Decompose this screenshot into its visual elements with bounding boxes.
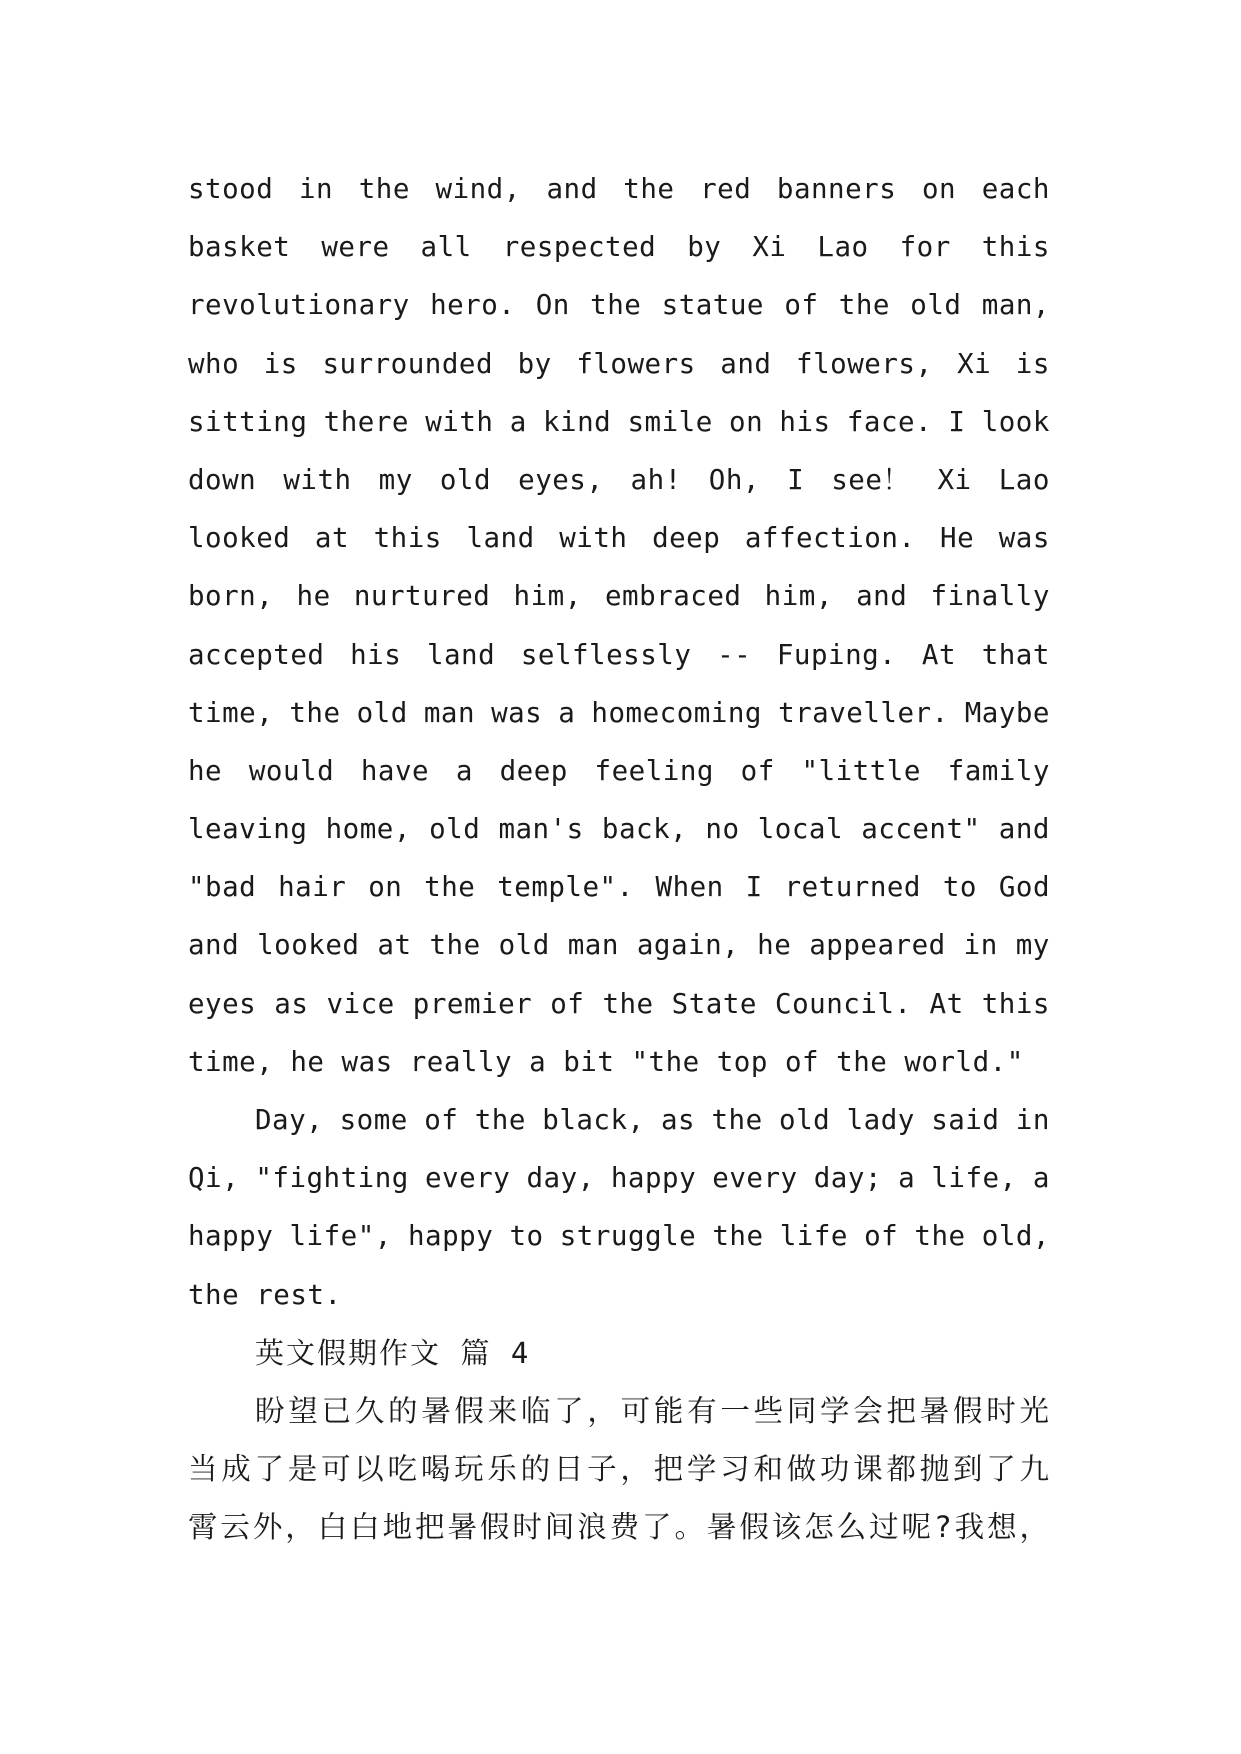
word: man,	[981, 289, 1050, 322]
word: and	[546, 173, 598, 205]
word: no	[705, 813, 740, 846]
word: Qi,	[188, 1162, 240, 1195]
word: a	[898, 1162, 916, 1195]
word: "little	[801, 754, 921, 787]
word: banners	[776, 173, 897, 205]
word: old	[910, 289, 962, 322]
word: accent"	[861, 813, 981, 846]
word: the	[429, 929, 481, 962]
word: down	[188, 463, 257, 496]
section-heading: 英文假期作文 篇 4	[255, 1335, 531, 1370]
word: the	[838, 289, 890, 322]
text-line: 当成了是可以吃喝玩乐的日子，把学习和做功课都抛到了九	[188, 1452, 1050, 1487]
word: homecoming	[591, 696, 762, 729]
text-line	[188, 451, 1050, 509]
word: feeling	[594, 754, 714, 787]
word: is	[1015, 347, 1050, 380]
text-line	[188, 742, 1050, 800]
word: the	[623, 173, 675, 205]
word: look	[981, 405, 1050, 438]
word: old	[356, 696, 408, 729]
word: ah!	[630, 463, 682, 496]
word: looked	[188, 522, 291, 555]
word: of	[784, 289, 819, 322]
word: land	[466, 522, 535, 555]
word: in	[298, 173, 334, 205]
word: At	[921, 638, 957, 671]
text-line	[188, 975, 1050, 1033]
word: man	[567, 929, 619, 962]
word: the	[289, 696, 341, 729]
word: appeared	[809, 929, 946, 962]
word: returned	[784, 871, 921, 904]
document-page	[188, 160, 1050, 1557]
word: basket	[188, 231, 291, 264]
word: Day,	[255, 1104, 324, 1136]
word: this	[373, 522, 442, 555]
word: stood	[188, 173, 274, 205]
word: his	[779, 405, 831, 438]
word: the	[712, 1220, 764, 1253]
word: the	[590, 289, 642, 322]
word: the	[711, 1104, 763, 1136]
word: the	[424, 871, 476, 904]
word: man	[423, 696, 475, 729]
word: kind	[543, 405, 612, 438]
word: At	[929, 987, 964, 1020]
word: Lao	[998, 463, 1050, 496]
word: that	[981, 638, 1050, 671]
text-line	[188, 393, 1050, 451]
word: Lao	[817, 231, 869, 264]
word: Council.	[775, 987, 912, 1020]
word: with	[425, 405, 494, 438]
word: as	[660, 1104, 696, 1136]
word: at	[314, 522, 350, 555]
text-line	[188, 160, 1050, 218]
text-line	[188, 335, 1050, 393]
text-line: 盼望已久的暑假来临了，可能有一些同学会把暑假时光	[255, 1393, 1050, 1428]
word: him,	[764, 580, 833, 613]
word: respected	[502, 231, 657, 264]
word: is	[263, 347, 298, 380]
word: --	[717, 638, 752, 671]
word: Xi	[937, 463, 972, 496]
word: selflessly	[520, 638, 692, 671]
text-line	[188, 1091, 1050, 1149]
word: and	[856, 580, 908, 613]
text-line	[188, 800, 1050, 858]
word: home,	[325, 813, 411, 846]
word: were	[321, 231, 390, 264]
word: "fighting	[255, 1162, 409, 1195]
word: temple".	[497, 871, 634, 904]
word: he	[757, 929, 792, 962]
word: my	[378, 463, 413, 496]
word: deep	[652, 522, 721, 555]
word: a	[455, 754, 473, 787]
word: for	[899, 231, 951, 264]
word: vice	[326, 987, 395, 1020]
word: "bad	[188, 871, 257, 904]
word: face.	[846, 405, 933, 438]
text-line	[188, 1149, 1050, 1207]
word: man's	[498, 813, 584, 846]
word: looked	[257, 929, 360, 962]
word: Fuping.	[776, 638, 897, 671]
word: every	[425, 1162, 511, 1195]
word: life",	[289, 1220, 392, 1253]
word: flowers	[576, 347, 696, 380]
word: revolutionary	[188, 289, 410, 322]
word: each	[981, 173, 1050, 205]
word: on	[729, 405, 764, 438]
word: hero.	[430, 289, 516, 322]
word: all	[420, 231, 472, 264]
word: in	[963, 929, 998, 962]
word: this	[981, 987, 1050, 1020]
word: hair	[278, 871, 347, 904]
word: day,	[526, 1162, 595, 1195]
word: red	[700, 173, 752, 205]
word: happy	[188, 1220, 274, 1253]
word: see！	[831, 463, 911, 496]
word: flowers,	[796, 347, 933, 380]
word: lady	[846, 1104, 915, 1136]
word: When	[655, 871, 724, 904]
word: with	[559, 522, 628, 555]
text-line	[188, 626, 1050, 684]
word: wind,	[435, 173, 521, 205]
word: the	[914, 1220, 966, 1253]
word: old	[779, 1104, 831, 1136]
word: my	[1015, 929, 1050, 962]
word: local	[757, 813, 844, 846]
word: leaving	[188, 813, 308, 846]
word: statue	[661, 289, 764, 322]
word: his	[350, 638, 402, 671]
text-line	[188, 509, 1050, 567]
word: affection.	[744, 522, 916, 555]
word: life,	[931, 1162, 1017, 1195]
paragraph-3	[188, 1382, 1050, 1557]
word: He	[940, 522, 975, 555]
word: a	[1032, 1162, 1050, 1195]
word: sitting	[188, 405, 308, 438]
word: God	[998, 871, 1050, 904]
word: by	[517, 347, 552, 380]
word: was	[491, 696, 543, 729]
word: family	[947, 754, 1050, 787]
paragraph-1	[188, 160, 1050, 1091]
word: nurtured	[353, 580, 491, 613]
word: in	[1015, 1104, 1050, 1136]
word: Xi	[752, 231, 787, 264]
word: eyes,	[518, 463, 604, 496]
word: some	[339, 1104, 408, 1136]
text-line	[188, 218, 1050, 276]
word: old	[498, 929, 550, 962]
word: said	[931, 1104, 1000, 1136]
word: the	[474, 1104, 526, 1136]
word: who	[188, 347, 240, 380]
text-line-last: the rest.	[188, 1278, 342, 1311]
word: and	[188, 929, 240, 962]
text-line	[188, 684, 1050, 742]
text-line	[188, 276, 1050, 334]
word: this	[981, 231, 1050, 264]
word: him,	[513, 580, 582, 613]
word: I	[745, 871, 763, 904]
word: every	[712, 1162, 798, 1195]
word: on	[368, 871, 403, 904]
word: by	[687, 231, 722, 264]
word: deep	[499, 754, 568, 787]
word: accepted	[188, 638, 325, 671]
word: and	[720, 347, 772, 380]
word: to	[509, 1220, 544, 1253]
word: have	[360, 754, 430, 787]
word: happy	[610, 1162, 697, 1195]
word: smile	[627, 405, 713, 438]
word: On	[535, 289, 570, 322]
word: the	[358, 173, 410, 205]
word: at	[377, 929, 412, 962]
word: of	[864, 1220, 899, 1253]
text-line	[188, 567, 1050, 625]
word: finally	[930, 580, 1050, 613]
word: Xi	[957, 347, 992, 380]
word: there	[323, 405, 409, 438]
word: premier	[412, 987, 533, 1020]
word: State	[671, 987, 757, 1020]
word: Oh,	[708, 463, 760, 496]
word: I	[787, 463, 805, 496]
word: the	[602, 987, 654, 1020]
word: struggle	[559, 1220, 697, 1253]
word: of	[550, 987, 585, 1020]
word: old,	[981, 1220, 1050, 1253]
word: born,	[188, 580, 274, 613]
word: land	[426, 638, 496, 671]
word: was	[998, 522, 1050, 555]
word: embraced	[604, 580, 742, 613]
word: back,	[601, 813, 688, 846]
text-line	[188, 916, 1050, 974]
word: happy	[407, 1220, 494, 1253]
word: old	[429, 813, 481, 846]
word: time,	[188, 696, 274, 729]
word: again,	[636, 929, 740, 962]
word: surrounded	[322, 347, 494, 380]
text-line: 霄云外，白白地把暑假时间浪费了。暑假该怎么过呢?我想，	[188, 1510, 1050, 1545]
paragraph-2	[188, 1091, 1050, 1324]
word: day;	[813, 1162, 882, 1195]
word: he	[296, 580, 331, 613]
word: as	[274, 987, 309, 1020]
word: of	[424, 1104, 459, 1136]
word: Maybe	[964, 696, 1050, 729]
word: would	[248, 754, 335, 787]
word: and	[998, 813, 1050, 846]
word: on	[921, 173, 957, 205]
text-line	[188, 1207, 1050, 1265]
word: old	[439, 463, 492, 496]
word: eyes	[188, 987, 257, 1020]
word: he	[188, 754, 223, 787]
word: I	[948, 405, 966, 438]
word: black,	[542, 1104, 645, 1136]
word: to	[942, 871, 977, 904]
word: with	[283, 463, 352, 496]
word: of	[740, 754, 775, 787]
word: a	[558, 696, 576, 729]
word: a	[509, 405, 527, 438]
text-line	[188, 858, 1050, 916]
word: life	[779, 1220, 848, 1253]
word: traveller.	[778, 696, 949, 729]
text-line-last: time, he was really a bit "the top of the world."	[188, 1045, 1024, 1078]
